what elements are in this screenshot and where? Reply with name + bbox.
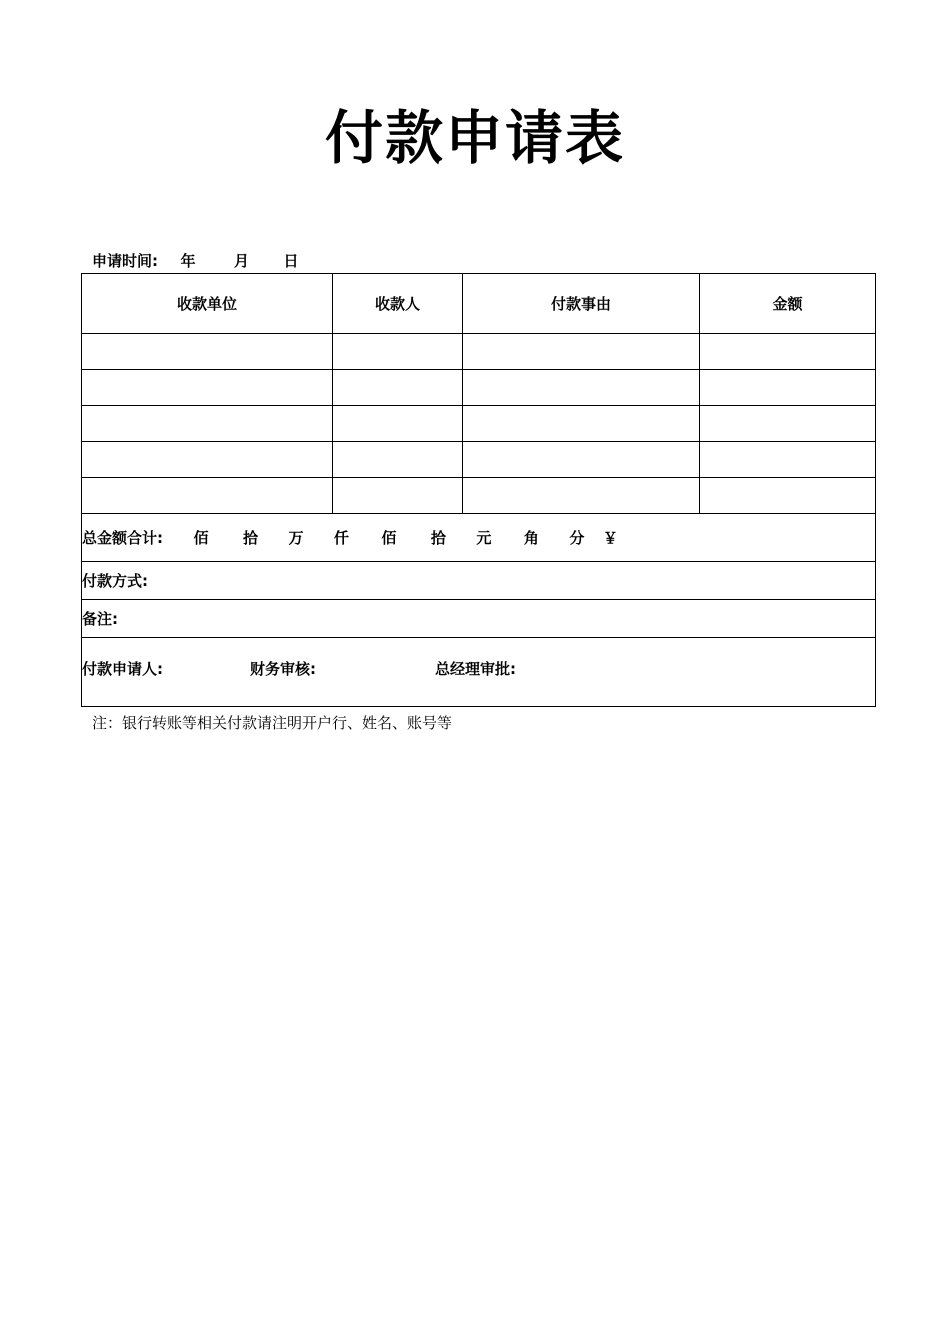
unit-yuan: 元 [476,529,492,547]
table-row [82,370,876,406]
date-year: 年 [180,252,196,270]
payment-method-row [82,562,876,600]
unit-hundred: 佰 [381,529,397,547]
header-payee: 收款人 [333,274,463,334]
amount-cell[interactable] [700,478,876,514]
remark-label: 备注: [82,610,118,628]
reason-cell[interactable] [463,370,700,406]
table-header-row [82,274,876,334]
payee-cell[interactable] [333,442,463,478]
table-row [82,406,876,442]
date-month: 月 [233,252,249,270]
reason-cell[interactable] [463,406,700,442]
amount-cell[interactable] [700,370,876,406]
unit-ten: 拾 [430,529,446,547]
unit-thousand: 仟 [333,529,349,547]
payee-unit-cell[interactable] [82,478,333,514]
unit-hundred-thousand: 佰 [193,529,209,547]
date-day: 日 [283,252,299,270]
unit-fen: 分 [569,529,585,547]
signature-cell [82,638,876,707]
payee-unit-cell[interactable] [82,406,333,442]
table-row [82,334,876,370]
signature-row [82,638,876,707]
date-label: 申请时间: [92,252,158,270]
application-date [92,251,298,271]
remark-cell[interactable] [82,600,876,638]
footnote: 注：银行转账等相关付款请注明开户行、姓名、账号等 [92,714,453,732]
table-row [82,442,876,478]
payee-unit-cell[interactable] [82,334,333,370]
reason-cell[interactable] [463,334,700,370]
manager-approval-signature[interactable]: 总经理审批: [435,659,516,678]
header-amount: 金额 [700,274,876,334]
total-amount-row [82,514,876,562]
page-title: 付款申请表 [324,104,625,172]
header-payee-unit: 收款单位 [82,274,333,334]
remark-row [82,600,876,638]
reason-cell[interactable] [463,478,700,514]
amount-cell[interactable] [700,334,876,370]
finance-review-signature[interactable]: 财务审核: [250,659,316,678]
total-amount-cell[interactable] [82,514,876,562]
unit-jiao: 角 [523,529,539,547]
reason-cell[interactable] [463,442,700,478]
payee-cell[interactable] [333,334,463,370]
payee-unit-cell[interactable] [82,442,333,478]
table-row [82,478,876,514]
payee-cell[interactable] [333,406,463,442]
payee-cell[interactable] [333,478,463,514]
payee-unit-cell[interactable] [82,370,333,406]
amount-cell[interactable] [700,406,876,442]
total-amount-label: 总金额合计: [82,529,163,547]
payment-method-label: 付款方式: [82,572,148,590]
currency-symbol: ￥ [602,529,618,547]
unit-ten-thousand-tens: 拾 [242,529,258,547]
payment-method-cell[interactable] [82,562,876,600]
header-reason: 付款事由 [463,274,700,334]
amount-cell[interactable] [700,442,876,478]
payee-cell[interactable] [333,370,463,406]
payment-table [81,273,876,707]
unit-ten-thousand: 万 [288,529,304,547]
applicant-signature[interactable]: 付款申请人: [82,659,163,678]
